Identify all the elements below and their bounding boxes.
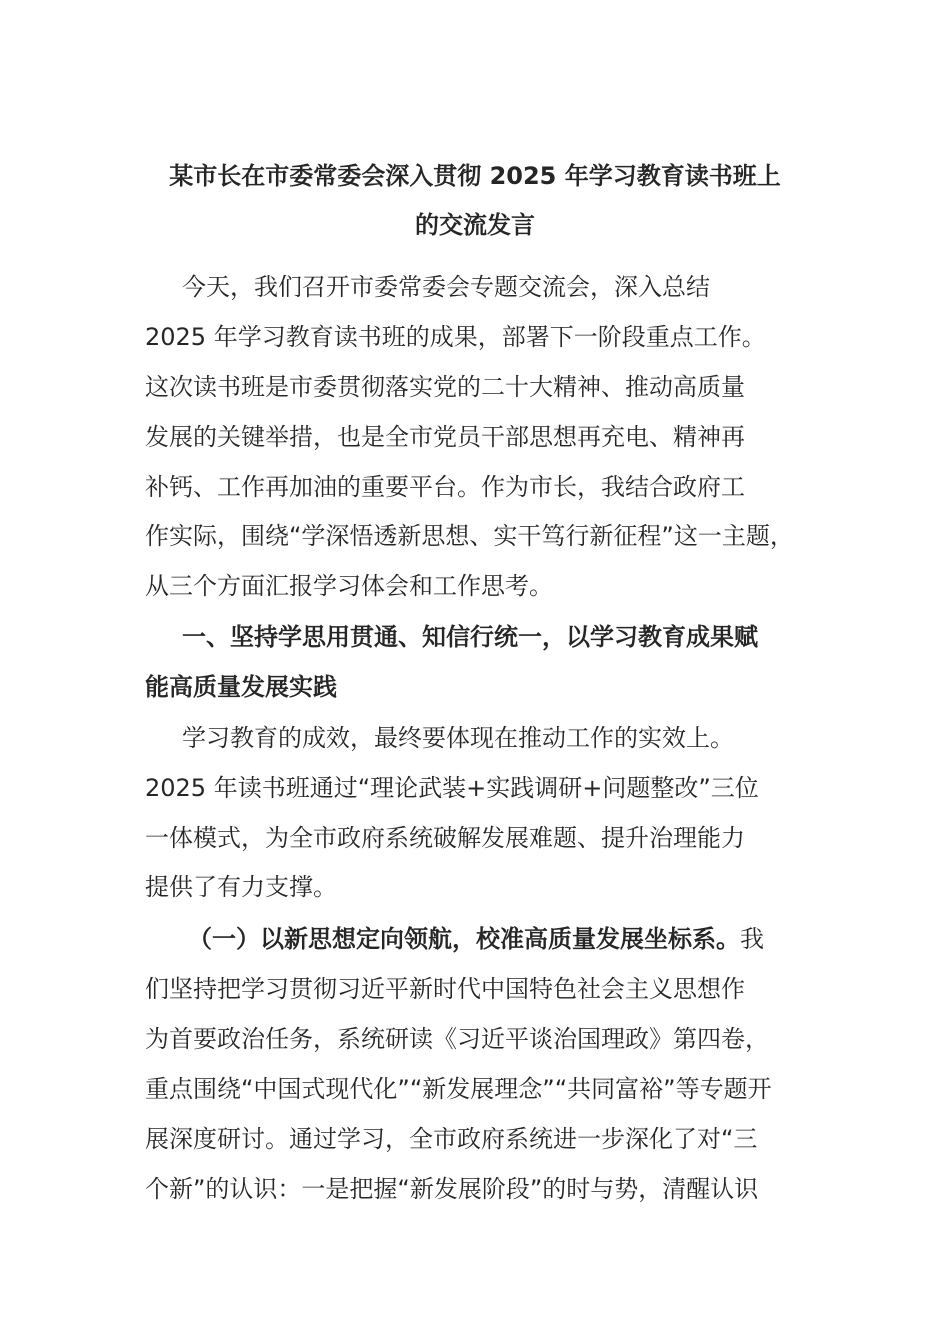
document-title-line-2: 的交流发言 bbox=[415, 211, 535, 239]
paragraph-3-line-1-text: 我 bbox=[740, 925, 764, 953]
paragraph-1-line-6: 作实际，围绕“学深悟透新思想、实干笃行新征程”这一主题， bbox=[145, 522, 794, 550]
paragraph-1-line-7: 从三个方面汇报学习体会和工作思考。 bbox=[145, 572, 553, 600]
paragraph-3-line-6: 个新”的认识：一是把握“新发展阶段”的时与势，清醒认识 bbox=[145, 1175, 759, 1203]
paragraph-2-line-4: 提供了有力支撑。 bbox=[145, 873, 337, 901]
subsection-heading-1: （一）以新思想定向领航，校准高质量发展坐标系。 bbox=[188, 925, 740, 953]
paragraph-3-line-2: 们坚持把学习贯彻习近平新时代中国特色社会主义思想作 bbox=[145, 975, 745, 1003]
paragraph-3-line-1 bbox=[188, 924, 764, 954]
paragraph-2-line-2: 2025 年读书班通过“理论武装+实践调研+问题整改”三位 bbox=[145, 774, 759, 802]
paragraph-1-line-2: 2025 年学习教育读书班的成果，部署下一阶段重点工作。 bbox=[145, 323, 766, 351]
section-heading-1-line-2: 能高质量发展实践 bbox=[145, 673, 337, 701]
paragraph-3-line-5: 展深度研讨。通过学习，全市政府系统进一步深化了对“三 bbox=[145, 1125, 758, 1153]
section-heading-1-line-1: 一、坚持学思用贯通、知信行统一，以学习教育成果赋 bbox=[182, 623, 758, 651]
paragraph-1-line-3: 这次读书班是市委贯彻落实党的二十大精神、推动高质量 bbox=[145, 373, 745, 401]
document-title-line-1: 某市长在市委常委会深入贯彻 2025 年学习教育读书班上 bbox=[169, 162, 781, 190]
paragraph-1-line-5: 补钙、工作再加油的重要平台。作为市长，我结合政府工 bbox=[145, 473, 745, 501]
paragraph-1-line-4: 发展的关键举措，也是全市党员干部思想再充电、精神再 bbox=[145, 423, 745, 451]
paragraph-1-line-1: 今天，我们召开市委常委会专题交流会，深入总结 bbox=[182, 273, 710, 301]
paragraph-3-line-4: 重点围绕“中国式现代化”“新发展理念”“共同富裕”等专题开 bbox=[145, 1075, 772, 1103]
paragraph-3-line-3: 为首要政治任务，系统研读《习近平谈治国理政》第四卷， bbox=[145, 1025, 769, 1053]
paragraph-2-line-3: 一体模式，为全市政府系统破解发展难题、提升治理能力 bbox=[145, 824, 745, 852]
paragraph-2-line-1: 学习教育的成效，最终要体现在推动工作的实效上。 bbox=[182, 724, 734, 752]
